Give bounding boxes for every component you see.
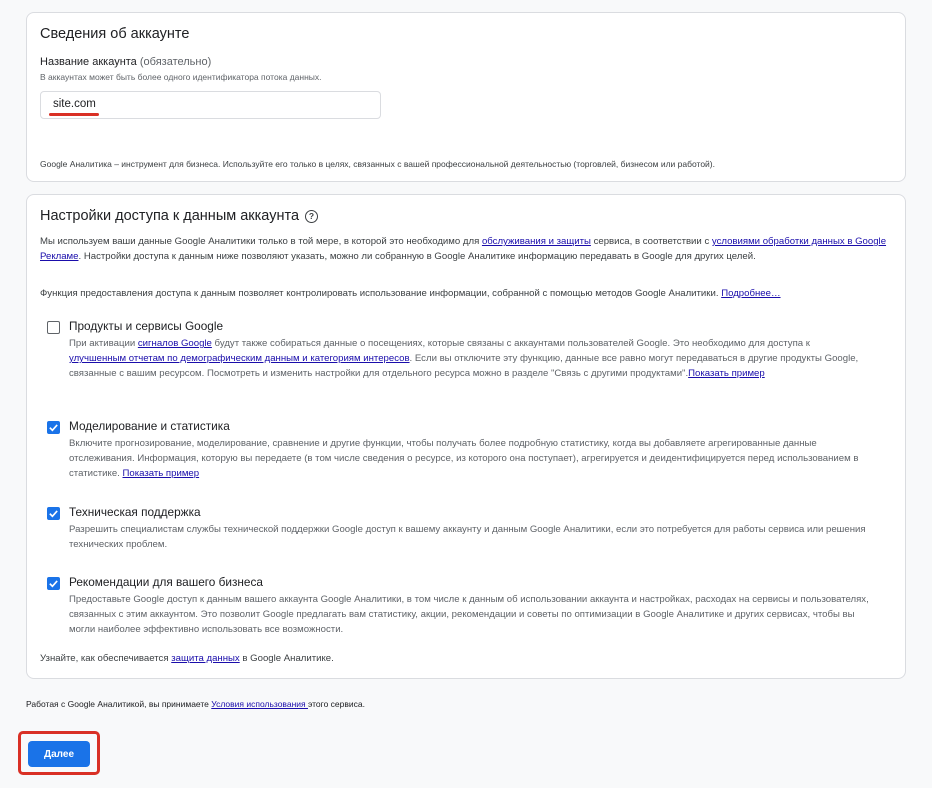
modeling-checkbox[interactable]	[47, 421, 60, 434]
protect-text-1: Узнайте, как обеспечивается	[40, 653, 172, 664]
checkmark-icon	[48, 422, 59, 433]
learn-more-link[interactable]: Подробнее…	[721, 288, 781, 299]
account-name-label-text: Название аккаунта	[40, 56, 137, 68]
protect-text-2: в Google Аналитике.	[239, 653, 334, 664]
checkmark-icon	[48, 578, 59, 589]
option1-text-1: При активации	[69, 338, 138, 349]
account-details-card	[26, 12, 906, 182]
ads-data-terms-link[interactable]: условиями обработки данных в Google Рекламе	[40, 236, 887, 262]
option2-text-1: Включите прогнозирование, моделирование, сравнение и другие функции, чтобы получать более подробную статистику, когда вы добавляете агрегированные данные отслеживания. Информация, которую вы передаете (в том числе сведения о ресурсе, из которого она поступает), агрегируется и деидентифицируется перед использованием в статистике.	[69, 438, 859, 479]
next-button-highlight	[18, 731, 100, 775]
account-name-label	[40, 56, 211, 68]
data-sharing-title-text: Настройки доступа к данным аккаунта	[40, 208, 300, 224]
recommendations-checkbox[interactable]	[47, 577, 60, 590]
sharing-intro	[40, 235, 896, 264]
checkmark-icon	[48, 508, 59, 519]
help-icon[interactable]: ?	[305, 210, 318, 223]
intro-text-2: сервиса, в соответствии с	[590, 236, 712, 247]
option1-text-3: . Если вы отключите эту функцию, данные все равно могут передаваться в другие продукты Google, связанные с вашим ресурсом. Посмотреть и изменить настройки для отдельного ресурса можно в разделе "Связь с другими продуктами".	[69, 353, 859, 379]
show-example-link-1[interactable]: Показать пример	[688, 368, 765, 379]
show-example-link-2[interactable]: Показать пример	[122, 468, 200, 479]
business-use-note: Google Аналитика – инструмент для бизнеса. Используйте его только в целях, связанных с вашей профессиональной деятельностью (торговлей, бизнесом или работой).	[40, 159, 715, 169]
tech-support-desc	[69, 522, 869, 552]
next-button[interactable]: Далее	[28, 741, 90, 767]
modeling-desc	[69, 436, 869, 481]
intro-text-3: . Настройки доступа к данным ниже позволяют указать, можно ли собранную в Google Аналитике информацию передавать в Google для других целей.	[78, 250, 756, 262]
highlight-underline	[49, 113, 99, 116]
data-protection-link[interactable]: защита данных	[171, 653, 240, 664]
intro-text-1: Мы используем ваши данные Google Аналитики только в той мере, в которой это необходимо для	[40, 236, 482, 247]
terms-text	[26, 699, 365, 709]
google-signals-link[interactable]: сигналов Google	[137, 338, 212, 349]
tech-support-title: Техническая поддержка	[69, 505, 201, 519]
google-products-title: Продукты и сервисы Google	[69, 319, 224, 333]
account-name-required: (обязательно)	[139, 56, 212, 68]
tech-support-checkbox[interactable]	[47, 507, 60, 520]
google-products-desc	[69, 336, 869, 381]
account-name-input[interactable]	[40, 91, 381, 119]
terms-of-service-link[interactable]: Условия использования	[211, 699, 308, 709]
function-text: Функция предоставления доступа к данным позволяет контролировать использование информации, собранной с помощью методов Google Аналитики.	[40, 288, 722, 299]
account-name-value: site.com	[53, 98, 96, 110]
modeling-title: Моделирование и статистика	[69, 419, 230, 433]
option1-text-2: будут также собираться данные о посещениях, которые связаны с аккаунтами пользователей Google. Это необходимо для доступа к	[211, 338, 810, 349]
data-protection-text	[40, 652, 896, 667]
data-sharing-title	[40, 208, 318, 224]
recommendations-title: Рекомендации для вашего бизнеса	[69, 575, 263, 589]
account-name-hint: В аккаунтах может быть более одного идентификатора потока данных.	[40, 72, 322, 82]
option3-text: Разрешить специалистам службы технической поддержки Google доступ к вашему аккаунту и данным Google Аналитики, если это потребуется для работы сервиса или решения технических проблем.	[69, 524, 866, 550]
service-protection-link[interactable]: обслуживания и защиты	[481, 236, 591, 247]
sharing-function-text	[40, 287, 896, 302]
terms-text-2: этого сервиса.	[307, 699, 365, 709]
google-products-checkbox[interactable]	[47, 321, 60, 334]
recommendations-desc	[69, 592, 869, 637]
option4-text: Предоставьте Google доступ к данным вашего аккаунта Google Аналитики, в том числе к данным об использовании аккаунта и настройках, расходах на сервисы и пользователях, связанных с этим аккаунтом. Это позволит Google предлагать вам статистику, акции, рекомендации и советы по оптимизации в Google Аналитике и других сервисах, чтобы вы могли наиболее эффективно использовать все возможности.	[69, 594, 869, 635]
account-details-title: Сведения об аккаунте	[40, 26, 190, 42]
data-sharing-card	[26, 194, 906, 679]
terms-text-1: Работая с Google Аналитикой, вы принимаете	[26, 699, 212, 709]
demographics-reports-link[interactable]: улучшенным отчетам по демографическим данным и категориям интересов	[69, 353, 410, 364]
